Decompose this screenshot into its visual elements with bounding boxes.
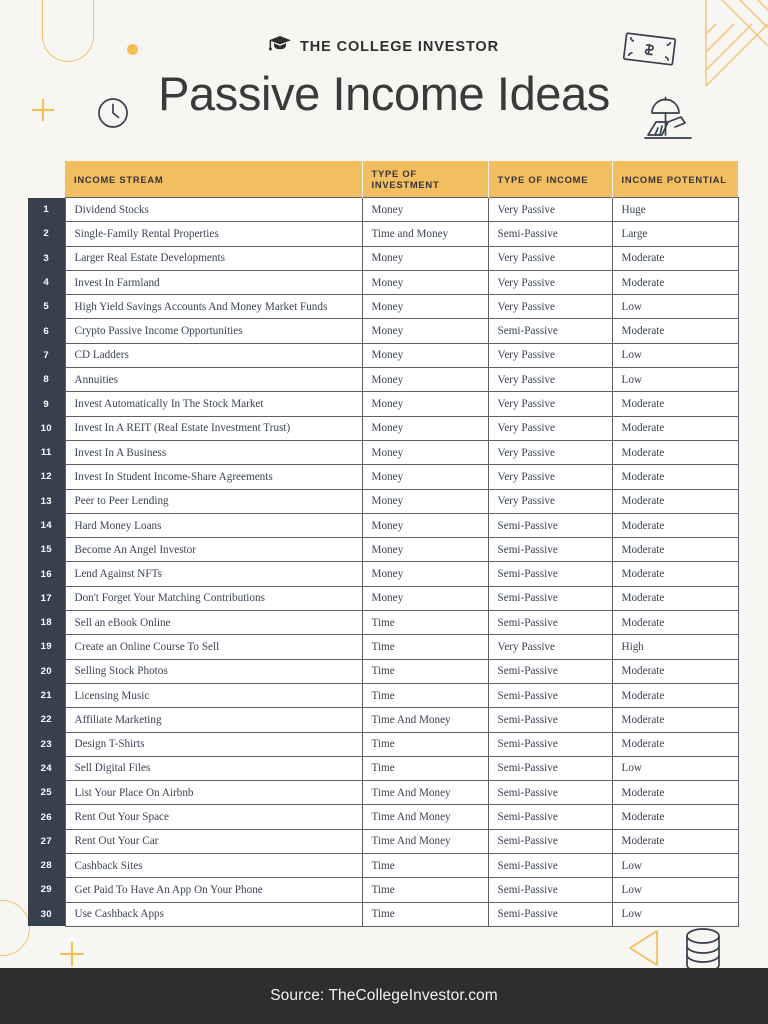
cell-type-of-income: Very Passive bbox=[488, 343, 612, 367]
cell-income-stream: Invest In A REIT (Real Estate Investment Trust) bbox=[65, 416, 362, 440]
table-row bbox=[28, 489, 738, 513]
cell-type-of-income: Semi-Passive bbox=[488, 902, 612, 926]
cell-type-of-investment: Time And Money bbox=[362, 781, 488, 805]
cell-type-of-investment: Money bbox=[362, 586, 488, 610]
cell-type-of-income: Very Passive bbox=[488, 270, 612, 294]
cell-type-of-income: Very Passive bbox=[488, 465, 612, 489]
row-number: 21 bbox=[28, 683, 65, 707]
table-row bbox=[28, 659, 738, 683]
cell-type-of-investment: Money bbox=[362, 343, 488, 367]
cell-type-of-income: Semi-Passive bbox=[488, 659, 612, 683]
cell-type-of-investment: Time And Money bbox=[362, 829, 488, 853]
cell-income-stream: Invest In Farmland bbox=[65, 270, 362, 294]
row-number: 2 bbox=[28, 222, 65, 246]
row-number: 23 bbox=[28, 732, 65, 756]
cell-income-stream: Dividend Stocks bbox=[65, 198, 362, 222]
cell-income-stream: Annuities bbox=[65, 368, 362, 392]
table-row bbox=[28, 440, 738, 464]
cell-income-potential: Low bbox=[612, 368, 738, 392]
cell-income-stream: Lend Against NFTs bbox=[65, 562, 362, 586]
cell-type-of-income: Semi-Passive bbox=[488, 319, 612, 343]
cell-income-stream: Licensing Music bbox=[65, 683, 362, 707]
table-header-income-potential: INCOME POTENTIAL bbox=[612, 161, 738, 198]
cell-income-stream: Affiliate Marketing bbox=[65, 708, 362, 732]
table-row bbox=[28, 683, 738, 707]
cell-type-of-income: Semi-Passive bbox=[488, 611, 612, 635]
cell-type-of-investment: Money bbox=[362, 465, 488, 489]
cell-type-of-income: Semi-Passive bbox=[488, 805, 612, 829]
row-number: 17 bbox=[28, 586, 65, 610]
table-row bbox=[28, 708, 738, 732]
cell-type-of-investment: Money bbox=[362, 246, 488, 270]
plus-icon bbox=[60, 942, 84, 966]
cell-type-of-investment: Money bbox=[362, 440, 488, 464]
cell-type-of-income: Semi-Passive bbox=[488, 854, 612, 878]
cell-income-potential: Moderate bbox=[612, 246, 738, 270]
table-row bbox=[28, 538, 738, 562]
cell-income-potential: Moderate bbox=[612, 805, 738, 829]
row-number: 24 bbox=[28, 756, 65, 780]
cell-type-of-investment: Money bbox=[362, 319, 488, 343]
table-row bbox=[28, 805, 738, 829]
cell-income-potential: Moderate bbox=[612, 586, 738, 610]
cell-type-of-investment: Money bbox=[362, 392, 488, 416]
cell-income-stream: Sell Digital Files bbox=[65, 756, 362, 780]
table-row bbox=[28, 611, 738, 635]
cell-income-stream: Rent Out Your Car bbox=[65, 829, 362, 853]
table-row bbox=[28, 198, 738, 222]
row-number: 30 bbox=[28, 902, 65, 926]
cell-income-potential: Low bbox=[612, 878, 738, 902]
cell-income-potential: Large bbox=[612, 222, 738, 246]
cell-income-stream: Hard Money Loans bbox=[65, 513, 362, 537]
cell-type-of-income: Semi-Passive bbox=[488, 222, 612, 246]
cell-type-of-investment: Time bbox=[362, 611, 488, 635]
cell-income-stream: Invest Automatically In The Stock Market bbox=[65, 392, 362, 416]
cell-type-of-income: Semi-Passive bbox=[488, 562, 612, 586]
table-row bbox=[28, 562, 738, 586]
row-number: 20 bbox=[28, 659, 65, 683]
cell-type-of-income: Semi-Passive bbox=[488, 756, 612, 780]
cell-income-potential: Low bbox=[612, 295, 738, 319]
cell-type-of-investment: Money bbox=[362, 270, 488, 294]
row-number: 7 bbox=[28, 343, 65, 367]
cell-income-potential: Low bbox=[612, 756, 738, 780]
cell-type-of-income: Semi-Passive bbox=[488, 538, 612, 562]
row-number: 18 bbox=[28, 611, 65, 635]
cell-type-of-investment: Time and Money bbox=[362, 222, 488, 246]
cell-income-potential: Low bbox=[612, 854, 738, 878]
cell-type-of-investment: Time And Money bbox=[362, 708, 488, 732]
cell-type-of-income: Semi-Passive bbox=[488, 781, 612, 805]
cell-type-of-investment: Time bbox=[362, 683, 488, 707]
cell-type-of-investment: Time bbox=[362, 878, 488, 902]
cell-income-stream: Use Cashback Apps bbox=[65, 902, 362, 926]
cell-type-of-investment: Time bbox=[362, 659, 488, 683]
table-row bbox=[28, 343, 738, 367]
brand-header bbox=[0, 36, 768, 58]
source-attribution: Source: TheCollegeInvestor.com bbox=[270, 987, 498, 1004]
cell-type-of-investment: Money bbox=[362, 513, 488, 537]
table-row bbox=[28, 246, 738, 270]
cell-income-potential: Moderate bbox=[612, 781, 738, 805]
cell-income-potential: Moderate bbox=[612, 659, 738, 683]
footer-bar bbox=[0, 968, 768, 1024]
cell-income-stream: Rent Out Your Space bbox=[65, 805, 362, 829]
row-number: 13 bbox=[28, 489, 65, 513]
row-number: 28 bbox=[28, 854, 65, 878]
cell-type-of-investment: Money bbox=[362, 562, 488, 586]
table-row bbox=[28, 732, 738, 756]
row-number: 26 bbox=[28, 805, 65, 829]
cell-type-of-investment: Money bbox=[362, 368, 488, 392]
page-title: Passive Income Ideas bbox=[158, 67, 610, 120]
cell-type-of-investment: Time bbox=[362, 902, 488, 926]
table-row bbox=[28, 829, 738, 853]
cell-type-of-income: Semi-Passive bbox=[488, 829, 612, 853]
cell-income-potential: Moderate bbox=[612, 319, 738, 343]
cell-type-of-income: Semi-Passive bbox=[488, 708, 612, 732]
cell-income-potential: Moderate bbox=[612, 416, 738, 440]
cell-type-of-income: Very Passive bbox=[488, 416, 612, 440]
table-row bbox=[28, 465, 738, 489]
cell-income-potential: Moderate bbox=[612, 440, 738, 464]
cell-income-potential: Moderate bbox=[612, 708, 738, 732]
table-row bbox=[28, 854, 738, 878]
cell-type-of-income: Very Passive bbox=[488, 489, 612, 513]
brand-name: THE COLLEGE INVESTOR bbox=[299, 39, 499, 55]
row-number: 29 bbox=[28, 878, 65, 902]
passive-income-table-container bbox=[28, 161, 738, 927]
row-number: 6 bbox=[28, 319, 65, 343]
cell-type-of-income: Semi-Passive bbox=[488, 513, 612, 537]
row-number: 8 bbox=[28, 368, 65, 392]
row-number: 14 bbox=[28, 513, 65, 537]
cell-type-of-investment: Time bbox=[362, 854, 488, 878]
table-row bbox=[28, 878, 738, 902]
cell-income-stream: Design T-Shirts bbox=[65, 732, 362, 756]
cell-income-potential: Moderate bbox=[612, 562, 738, 586]
cell-income-potential: Moderate bbox=[612, 538, 738, 562]
cell-type-of-income: Semi-Passive bbox=[488, 732, 612, 756]
cell-type-of-income: Very Passive bbox=[488, 198, 612, 222]
row-number: 1 bbox=[28, 198, 65, 222]
cell-income-stream: Cashback Sites bbox=[65, 854, 362, 878]
cell-income-potential: High bbox=[612, 635, 738, 659]
row-number: 3 bbox=[28, 246, 65, 270]
cell-type-of-income: Very Passive bbox=[488, 368, 612, 392]
cell-income-stream: Get Paid To Have An App On Your Phone bbox=[65, 878, 362, 902]
cell-income-stream: Sell an eBook Online bbox=[65, 611, 362, 635]
row-number: 10 bbox=[28, 416, 65, 440]
cell-income-stream: Don't Forget Your Matching Contributions bbox=[65, 586, 362, 610]
table-header-number bbox=[28, 161, 65, 198]
table-row bbox=[28, 270, 738, 294]
row-number: 22 bbox=[28, 708, 65, 732]
passive-income-table bbox=[28, 161, 739, 927]
table-row bbox=[28, 416, 738, 440]
row-number: 27 bbox=[28, 829, 65, 853]
cell-type-of-investment: Time bbox=[362, 732, 488, 756]
table-row bbox=[28, 295, 738, 319]
row-number: 25 bbox=[28, 781, 65, 805]
cell-income-potential: Moderate bbox=[612, 683, 738, 707]
cell-income-potential: Moderate bbox=[612, 465, 738, 489]
table-row bbox=[28, 368, 738, 392]
table-row bbox=[28, 635, 738, 659]
cell-income-stream: List Your Place On Airbnb bbox=[65, 781, 362, 805]
table-row bbox=[28, 222, 738, 246]
cell-income-potential: Low bbox=[612, 343, 738, 367]
cell-income-stream: Single-Family Rental Properties bbox=[65, 222, 362, 246]
cell-type-of-investment: Time And Money bbox=[362, 805, 488, 829]
row-number: 11 bbox=[28, 440, 65, 464]
cell-income-stream: Larger Real Estate Developments bbox=[65, 246, 362, 270]
graduation-cap-icon bbox=[269, 36, 291, 58]
cell-income-potential: Low bbox=[612, 902, 738, 926]
cell-income-potential: Moderate bbox=[612, 829, 738, 853]
cell-income-stream: Peer to Peer Lending bbox=[65, 489, 362, 513]
row-number: 12 bbox=[28, 465, 65, 489]
row-number: 16 bbox=[28, 562, 65, 586]
table-header-type-of-investment: TYPE OF INVESTMENT bbox=[362, 161, 488, 198]
cell-type-of-investment: Time bbox=[362, 635, 488, 659]
cell-income-stream: Become An Angel Investor bbox=[65, 538, 362, 562]
cell-type-of-income: Semi-Passive bbox=[488, 878, 612, 902]
table-row bbox=[28, 902, 738, 926]
cell-type-of-income: Semi-Passive bbox=[488, 683, 612, 707]
table-row bbox=[28, 513, 738, 537]
row-number: 19 bbox=[28, 635, 65, 659]
cell-type-of-income: Very Passive bbox=[488, 392, 612, 416]
cell-income-potential: Moderate bbox=[612, 732, 738, 756]
table-row bbox=[28, 392, 738, 416]
table-row bbox=[28, 781, 738, 805]
cell-income-potential: Moderate bbox=[612, 270, 738, 294]
cell-income-potential: Huge bbox=[612, 198, 738, 222]
cell-type-of-investment: Time bbox=[362, 756, 488, 780]
table-header-row bbox=[28, 161, 738, 198]
row-number: 15 bbox=[28, 538, 65, 562]
cell-type-of-income: Semi-Passive bbox=[488, 586, 612, 610]
cell-income-stream: Selling Stock Photos bbox=[65, 659, 362, 683]
cell-income-stream: Invest In Student Income-Share Agreements bbox=[65, 465, 362, 489]
cell-type-of-income: Very Passive bbox=[488, 295, 612, 319]
cell-type-of-income: Very Passive bbox=[488, 635, 612, 659]
table-header-type-of-income: TYPE OF INCOME bbox=[488, 161, 612, 198]
table-body bbox=[28, 198, 738, 927]
cell-type-of-investment: Money bbox=[362, 198, 488, 222]
cell-type-of-income: Very Passive bbox=[488, 246, 612, 270]
table-header-income-stream: INCOME STREAM bbox=[65, 161, 362, 198]
cell-income-potential: Moderate bbox=[612, 611, 738, 635]
table-row bbox=[28, 586, 738, 610]
cell-type-of-investment: Money bbox=[362, 489, 488, 513]
table-row bbox=[28, 319, 738, 343]
cell-income-stream: Create an Online Course To Sell bbox=[65, 635, 362, 659]
cell-income-stream: CD Ladders bbox=[65, 343, 362, 367]
row-number: 9 bbox=[28, 392, 65, 416]
row-number: 4 bbox=[28, 270, 65, 294]
cell-income-stream: High Yield Savings Accounts And Money Market Funds bbox=[65, 295, 362, 319]
row-number: 5 bbox=[28, 295, 65, 319]
cell-type-of-investment: Money bbox=[362, 416, 488, 440]
cell-type-of-income: Very Passive bbox=[488, 440, 612, 464]
cell-type-of-investment: Money bbox=[362, 295, 488, 319]
cell-income-potential: Moderate bbox=[612, 489, 738, 513]
cell-type-of-investment: Money bbox=[362, 538, 488, 562]
cell-income-stream: Crypto Passive Income Opportunities bbox=[65, 319, 362, 343]
cell-income-potential: Moderate bbox=[612, 392, 738, 416]
table-row bbox=[28, 756, 738, 780]
cell-income-potential: Moderate bbox=[612, 513, 738, 537]
circle-outline-icon bbox=[0, 900, 30, 956]
cell-income-stream: Invest In A Business bbox=[65, 440, 362, 464]
